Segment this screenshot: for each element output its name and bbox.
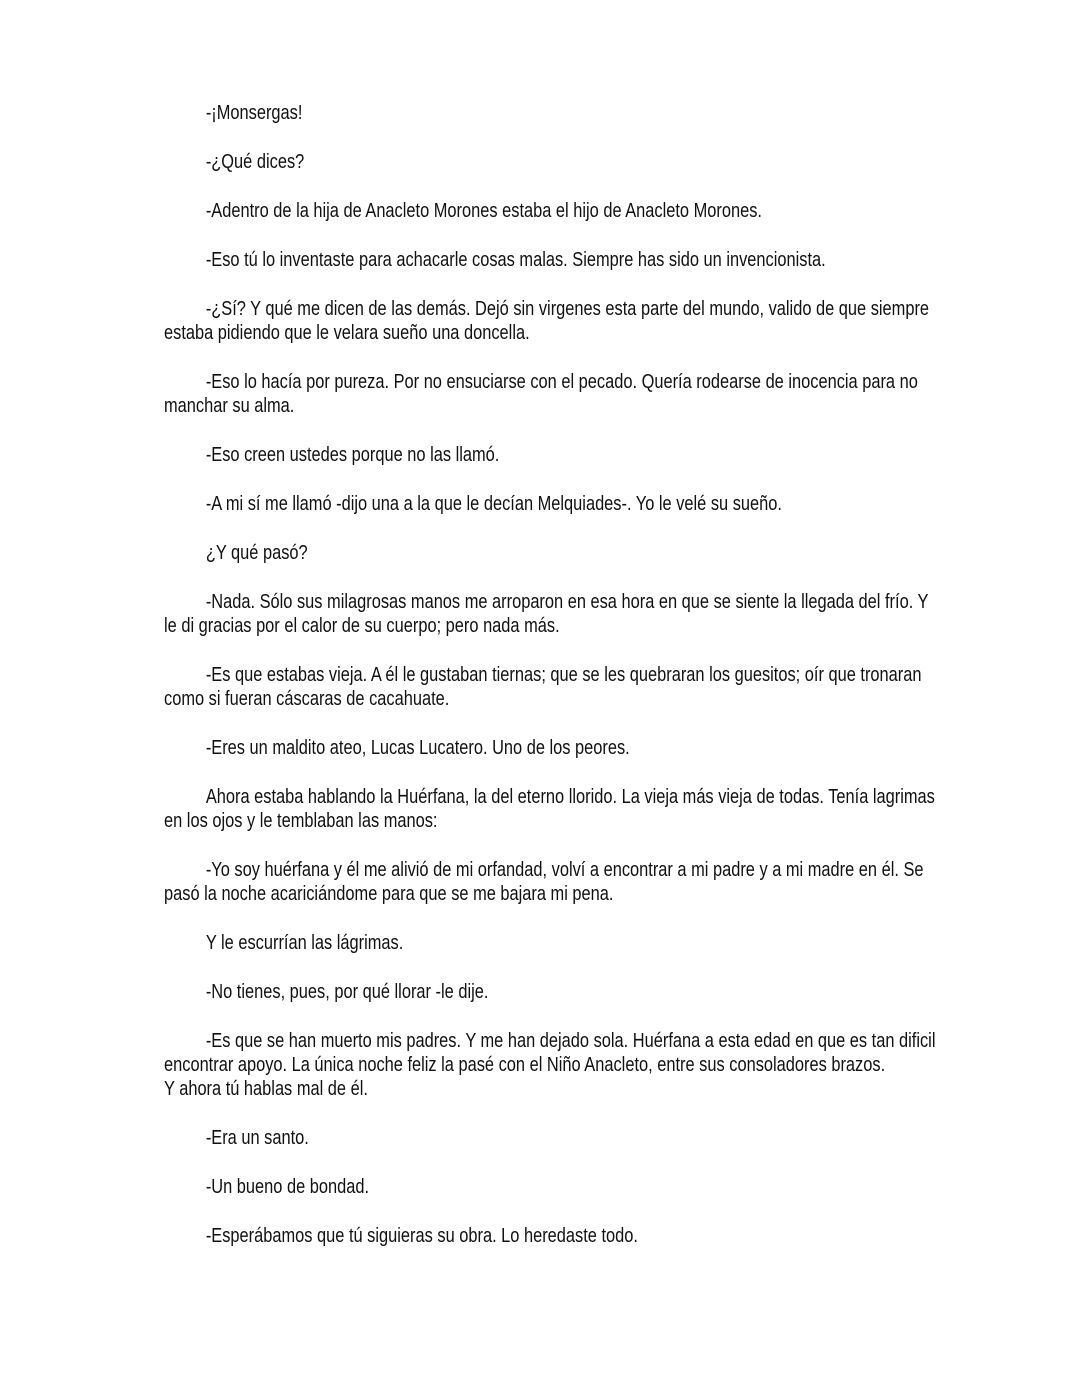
text-line: -Eso lo hacía por pureza. Por no ensuciarse con el pecado. Quería rodearse de inocencia para no (205, 371, 918, 393)
text-line: -Eso creen ustedes porque no las llamó. (205, 444, 500, 466)
text-line: Ahora estaba hablando la Huérfana, la del eterno llorido. La vieja más vieja de todas. Tenía lagrimas (205, 786, 935, 808)
paragraph (164, 541, 984, 565)
paragraph (164, 1126, 984, 1150)
text-line: estaba pidiendo que le velara sueño una doncella. (164, 322, 530, 344)
paragraph (164, 736, 984, 760)
text-line: -Era un santo. (205, 1127, 309, 1149)
paragraph (164, 785, 984, 833)
text-line: -¡Monsergas! (205, 102, 303, 124)
paragraph (164, 297, 984, 345)
paragraph (164, 199, 984, 223)
text-line: -A mi sí me llamó -dijo una a la que le decían Melquiades-. Yo le velé su sueño. (205, 493, 782, 515)
text-line: -No tienes, pues, por qué llorar -le dije. (205, 981, 489, 1003)
paragraph (164, 370, 984, 418)
paragraph (164, 492, 984, 516)
paragraph (164, 248, 984, 272)
text-line: -Nada. Sólo sus milagrosas manos me arroparon en esa hora en que se siente la llegada del frío. Y (205, 591, 929, 613)
text-line: -Es que se han muerto mis padres. Y me han dejado sola. Huérfana a esta edad en que es tan dificil (205, 1030, 936, 1052)
document-page (164, 101, 984, 1273)
text-line: -Eres un maldito ateo, Lucas Lucatero. Uno de los peores. (205, 737, 630, 759)
paragraph (164, 931, 984, 955)
text-line: -Es que estabas vieja. A él le gustaban tiernas; que se les quebraran los guesitos; oír que tronaran (205, 664, 922, 686)
paragraph (164, 858, 984, 906)
text-line: Y ahora tú hablas mal de él. (164, 1078, 368, 1100)
text-line: -Un bueno de bondad. (205, 1176, 370, 1198)
paragraph (164, 150, 984, 174)
text-line: ¿Y qué pasó? (205, 542, 308, 564)
text-line: -¿Qué dices? (205, 151, 305, 173)
text-line: -Esperábamos que tú siguieras su obra. Lo heredaste todo. (205, 1225, 638, 1247)
text-line: manchar su alma. (164, 395, 295, 417)
text-line: -Adentro de la hija de Anacleto Morones estaba el hijo de Anacleto Morones. (205, 200, 762, 222)
text-line: -Yo soy huérfana y él me alivió de mi orfandad, volví a encontrar a mi padre y a mi madre en él. Se (205, 859, 924, 881)
paragraph (164, 443, 984, 467)
text-line: le di gracias por el calor de su cuerpo; pero nada más. (164, 615, 560, 637)
paragraph (164, 590, 984, 638)
text-line: -¿Sí? Y qué me dicen de las demás. Dejó sin virgenes esta parte del mundo, valido de que siempre (205, 298, 930, 320)
text-line: en los ojos y le temblaban las manos: (164, 810, 438, 832)
paragraph (164, 1029, 984, 1101)
paragraph (164, 101, 984, 125)
paragraph (164, 1175, 984, 1199)
paragraph (164, 1224, 984, 1248)
text-line: -Eso tú lo inventaste para achacarle cosas malas. Siempre has sido un invencionista. (205, 249, 826, 271)
text-line: encontrar apoyo. La única noche feliz la pasé con el Niño Anacleto, entre sus consoladores brazos. (164, 1054, 886, 1076)
paragraph (164, 663, 984, 711)
paragraph (164, 980, 984, 1004)
text-line: Y le escurrían las lágrimas. (205, 932, 404, 954)
text-line: pasó la noche acariciándome para que se me bajara mi pena. (164, 883, 614, 905)
text-line: como si fueran cáscaras de cacahuate. (164, 688, 450, 710)
